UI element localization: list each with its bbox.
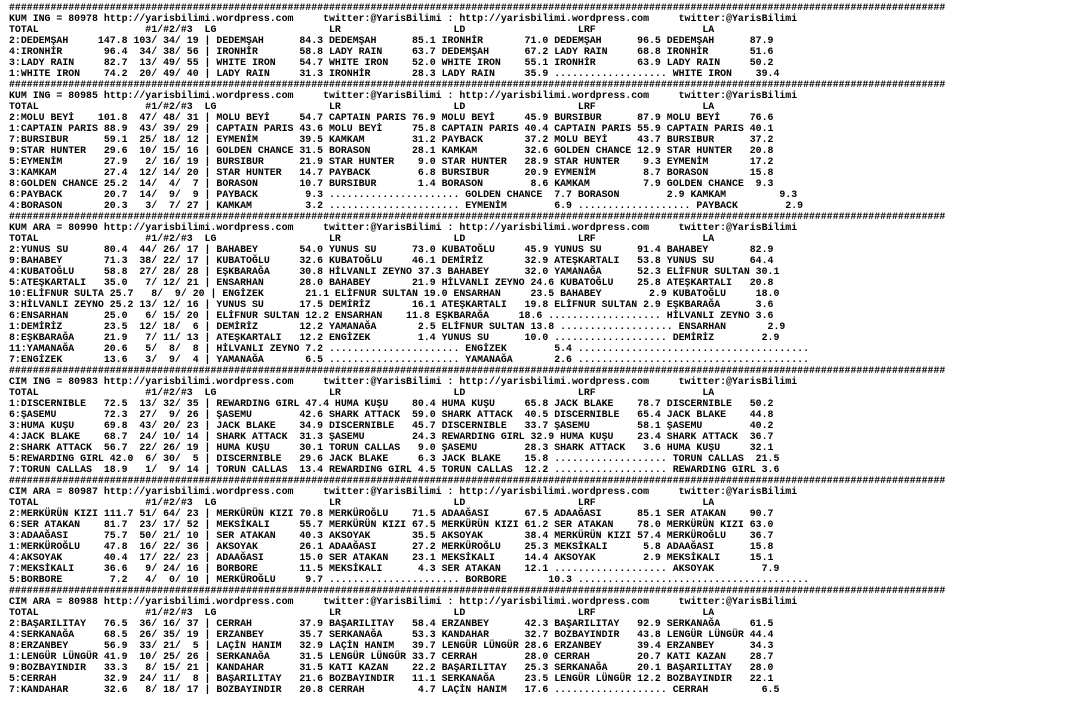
text-line: 8:GOLDEN CHANCE 25.2 14/ 4/ 7 | BORASON 10.7 BURSIBUR 1.4 BORASON 8.6 KAMKAM 7.9 GOLDEN CHANCE 9.3	[9, 178, 774, 189]
text-line: 7:BURSIBUR 59.1 25/ 18/ 12 | EYMENİM 39.5 KAMKAM 31.2 PAYBACK 37.2 MOLU BEYİ 43.7 BURSIBUR 37.2	[9, 134, 774, 145]
text-line: 9:BAHABEY 71.3 38/ 22/ 17 | KUBATOĞLU 32.6 KUBATOĞLU 46.1 DEMİRİZ 32.9 ATEŞKARTALI 53.8 YUNUS SU 64.4	[9, 255, 774, 266]
text-line: 11:YAMANAĞA 20.6 5/ 8/ 8 | HİLVANLI ZEYNO 7.2 ...................... ENGİZEK 5.4 .......................................	[9, 343, 810, 354]
text-line: 2:MOLU BEYİ 101.8 47/ 48/ 31 | MOLU BEYİ 54.7 CAPTAIN PARIS 76.9 MOLU BEYİ 45.9 BURSIBUR 87.9 MOLU BEYİ 76.6	[9, 112, 774, 123]
text-line: 4:KUBATOĞLU 58.8 27/ 28/ 28 | EŞKBARAĞA 30.8 HİLVANLI ZEYNO 37.3 BAHABEY 32.0 YAMANAĞA 52.3 ELİFNUR SULTAN 30.1	[9, 266, 780, 277]
text-line: 1:CAPTAIN PARIS 88.9 43/ 39/ 29 | CAPTAIN PARIS 43.6 MOLU BEYİ 75.8 CAPTAIN PARIS 40.4 CAPTAIN PARIS 55.9 CAPTAIN PARIS 40.1	[9, 123, 774, 134]
text-line: 9:STAR HUNTER 29.6 10/ 15/ 16 | GOLDEN CHANCE 31.5 BORASON 28.1 KAMKAM 32.6 GOLDEN CHANCE 12.9 STAR HUNTER 20.8	[9, 145, 774, 156]
text-line: TOTAL #1/#2/#3 LG LR LD LRF LA	[9, 497, 715, 508]
text-line: 7:TORUN CALLAS 18.9 1/ 9/ 14 | TORUN CALLAS 13.4 REWARDING GIRL 4.5 TORUN CALLAS 12.2 ................... REWARDING GIRL 3.6	[9, 464, 780, 475]
text-line: 3:HİLVANLI ZEYNO 25.2 13/ 12/ 16 | YUNUS SU 17.5 DEMİRİZ 16.1 ATEŞKARTALI 19.8 ELİFNUR SULTAN 2.9 EŞKBARAĞA 3.6	[9, 299, 774, 310]
text-line: 8:ERZANBEY 56.9 33/ 21/ 5 | LAÇİN HANIM 32.9 LAÇİN HANIM 39.7 LENGÜR LÜNGÜR 28.6 ERZANBEY 39.4 ERZANBEY 34.3	[9, 640, 774, 651]
text-line: 4:BORASON 20.3 3/ 7/ 27 | KAMKAM 3.2 ...................... EYMENİM 6.9 ................... PAYBACK 2.9	[9, 200, 804, 211]
text-line: TOTAL #1/#2/#3 LG LR LD LRF LA	[9, 387, 715, 398]
text-line: TOTAL #1/#2/#3 LG LR LD LRF LA	[9, 101, 715, 112]
text-line: TOTAL #1/#2/#3 LG LR LD LRF LA	[9, 607, 715, 618]
text-line: 6:ŞASEMU 72.3 27/ 9/ 26 | ŞASEMU 42.6 SHARK ATTACK 59.0 SHARK ATTACK 40.5 DISCERNIBLE 65.4 JACK BLAKE 44.8	[9, 409, 774, 420]
text-line: 4:JACK BLAKE 68.7 24/ 10/ 14 | SHARK ATTACK 31.3 ŞASEMU 24.3 REWARDING GIRL 32.9 HUMA KUŞU 23.4 SHARK ATTACK 36.7	[9, 431, 774, 442]
text-line: 6:ENSARHAN 25.0 6/ 15/ 20 | ELİFNUR SULTAN 12.2 ENSARHAN 11.8 EŞKBARAĞA 18.6 ................... HİLVANLI ZEYNO 3.6	[9, 310, 774, 321]
text-line: CIM ING = 80983 http://yarisbilimi.wordpress.com twitter:@YarisBilimi : http://yarisbilimi.wordpress.com twitter:@YarisBilimi	[9, 376, 798, 387]
text-line: KUM ARA = 80990 http://yarisbilimi.wordpress.com twitter:@YarisBilimi : http://yarisbilimi.wordpress.com twitter:@YarisBilimi	[9, 222, 798, 233]
text-line: 5:ATEŞKARTALI 35.0 7/ 12/ 21 | ENSARHAN 28.0 BAHABEY 21.9 HİLVANLI ZEYNO 24.6 KUBATOĞLU 25.8 ATEŞKARTALI 20.8	[9, 277, 774, 288]
text-line: 2:BAŞARILITAY 76.5 36/ 16/ 37 | CERRAH 37.9 BAŞARILITAY 58.4 ERZANBEY 42.3 BAŞARILITAY 92.9 SERKANAĞA 61.5	[9, 618, 774, 629]
text-line: 8:EŞKBARAĞA 21.9 7/ 11/ 13 | ATEŞKARTALI 12.2 ENGİZEK 1.4 YUNUS SU 10.0 ................... DEMİRİZ 2.9	[9, 332, 780, 343]
text-line: KUM ING = 80978 http://yarisbilimi.wordpress.com twitter:@YarisBilimi : http://yarisbilimi.wordpress.com twitter:@YarisBilimi	[9, 13, 798, 24]
text-line: 10:ELİFNUR SULTA 25.7 8/ 9/ 20 | ENGİZEK 21.1 ELİFNUR SULTAN 19.0 ENSARHAN 23.5 BAHABEY 2.9 KUBATOĞLU 18.0	[9, 288, 780, 299]
text-line: 5:CERRAH 32.9 24/ 11/ 8 | BAŞARILITAY 21.6 BOZBAYINDIR 11.1 SERKANAĞA 23.5 LENGÜR LÜNGÜR 12.2 BOZBAYINDIR 22.1	[9, 673, 774, 684]
text-line: 5:REWARDING GIRL 42.0 6/ 30/ 5 | DISCERNIBLE 29.6 JACK BLAKE 6.3 JACK BLAKE 15.8 ................... TORUN CALLAS 21.5	[9, 453, 780, 464]
separator-line: ##############################################################################################################################################################	[9, 365, 946, 376]
text-line: 9:BOZBAYINDIR 33.3 8/ 15/ 21 | KANDAHAR 31.5 KATI KAZAN 22.2 BAŞARILITAY 25.3 SERKANAĞA 20.1 BAŞARILITAY 28.0	[9, 662, 774, 673]
text-line: 5:EYMENİM 27.9 2/ 16/ 19 | BURSIBUR 21.9 STAR HUNTER 9.0 STAR HUNTER 28.9 STAR HUNTER 9.3 EYMENİM 17.2	[9, 156, 774, 167]
text-line: 6:SER ATAKAN 81.7 23/ 17/ 52 | MEKSİKALI 55.7 MERKÜRÜN KIZI 67.5 MERKÜRÜN KIZI 61.2 SER ATAKAN 78.0 MERKÜRÜN KIZI 63.0	[9, 519, 774, 530]
text-line: 6:PAYBACK 20.7 14/ 9/ 9 | PAYBACK 9.3 ...................... GOLDEN CHANCE 7.7 BORASON 2.9 KAMKAM 9.3	[9, 189, 798, 200]
separator-line: ##############################################################################################################################################################	[9, 79, 946, 90]
text-line: 7:KANDAHAR 32.6 8/ 18/ 17 | BOZBAYINDIR 20.8 CERRAH 4.7 LAÇİN HANIM 17.6 ................... CERRAH 6.5	[9, 684, 780, 695]
text-line: 1:DISCERNIBLE 72.5 13/ 32/ 35 | REWARDING GIRL 47.4 HUMA KUŞU 80.4 HUMA KUŞU 65.8 JACK BLAKE 78.7 DISCERNIBLE 50.2	[9, 398, 774, 409]
text-line: 1:LENGÜR LÜNGÜR 41.9 10/ 25/ 26 | SERKANAĞA 31.5 LENGÜR LÜNGÜR 33.7 CERRAH 28.0 CERRAH 20.7 KATI KAZAN 28.7	[9, 651, 774, 662]
text-line: 3:ADAAĞASI 75.7 50/ 21/ 10 | SER ATAKAN 40.3 AKSOYAK 35.5 AKSOYAK 38.4 MERKÜRÜN KIZI 57.4 MERKÜROĞLU 36.7	[9, 530, 774, 541]
separator-line: ##############################################################################################################################################################	[9, 585, 946, 596]
text-line: 2:YUNUS SU 80.4 44/ 26/ 17 | BAHABEY 54.0 YUNUS SU 73.0 KUBATOĞLU 45.9 YUNUS SU 91.4 BAHABEY 82.9	[9, 244, 774, 255]
text-line: 1:WHITE IRON 74.2 20/ 49/ 40 | LADY RAIN 31.3 IRONHİR 28.3 LADY RAIN 35.9 ................... WHITE IRON 39.4	[9, 68, 780, 79]
text-line: TOTAL #1/#2/#3 LG LR LD LRF LA	[9, 233, 715, 244]
text-line: 3:KAMKAM 27.4 12/ 14/ 20 | STAR HUNTER 14.7 PAYBACK 6.8 BURSIBUR 20.9 EYMENİM 8.7 BORASON 15.8	[9, 167, 774, 178]
text-line: 4:IRONHİR 96.4 34/ 38/ 56 | IRONHİR 58.8 LADY RAIN 63.7 DEDEMŞAH 67.2 LADY RAIN 68.8 IRONHİR 51.6	[9, 46, 774, 57]
text-line: 4:SERKANAĞA 68.5 26/ 35/ 19 | ERZANBEY 35.7 SERKANAĞA 53.3 KANDAHAR 32.7 BOZBAYINDIR 43.8 LENGÜR LÜNGÜR 44.4	[9, 629, 774, 640]
text-line: 2:SHARK ATTACK 56.7 22/ 26/ 19 | HUMA KUŞU 30.1 TORUN CALLAS 9.0 ŞASEMU 28.3 SHARK ATTACK 3.6 HUMA KUŞU 32.1	[9, 442, 774, 453]
separator-line: ##############################################################################################################################################################	[9, 211, 946, 222]
text-line: 7:MEKSİKALI 36.6 9/ 24/ 16 | BORBORE 11.5 MEKSİKALI 4.3 SER ATAKAN 12.1 ................... AKSOYAK 7.9	[9, 563, 780, 574]
text-line: 7:ENGİZEK 13.6 3/ 9/ 4 | YAMANAĞA 6.5 ...................... YAMANAĞA 2.6 .......................................	[9, 354, 810, 365]
text-line: 4:AKSOYAK 40.4 17/ 22/ 23 | ADAAĞASI 15.0 SER ATAKAN 23.1 MEKSİKALI 14.4 AKSOYAK 2.9 MEKSİKALI 15.1	[9, 552, 774, 563]
text-line: 3:LADY RAIN 82.7 13/ 49/ 55 | WHITE IRON 54.7 WHITE IRON 52.0 WHITE IRON 55.1 IRONHİR 63.9 LADY RAIN 50.2	[9, 57, 774, 68]
text-line: CIM ARA = 80987 http://yarisbilimi.wordpress.com twitter:@YarisBilimi : http://yarisbilimi.wordpress.com twitter:@YarisBilimi	[9, 486, 798, 497]
text-line: TOTAL #1/#2/#3 LG LR LD LRF LA	[9, 24, 715, 35]
separator-line: ##############################################################################################################################################################	[9, 475, 946, 486]
text-line: 5:BORBORE 7.2 4/ 0/ 10 | MERKÜROĞLU 9.7 ...................... BORBORE 10.3 .......................................	[9, 574, 810, 585]
text-line: 1:MERKÜROĞLU 47.8 16/ 22/ 36 | AKSOYAK 26.1 ADAAĞASI 27.2 MERKÜROĞLU 25.3 MEKSİKALI 5.8 ADAAĞASI 15.8	[9, 541, 774, 552]
text-line: 2:MERKÜRÜN KIZI 111.7 51/ 64/ 23 | MERKÜRÜN KIZI 70.8 MERKÜROĞLU 71.5 ADAAĞASI 67.5 ADAAĞASI 85.1 SER ATAKAN 90.7	[9, 508, 774, 519]
text-line: CIM ARA = 80988 http://yarisbilimi.wordpress.com twitter:@YarisBilimi : http://yarisbilimi.wordpress.com twitter:@YarisBilimi	[9, 596, 798, 607]
text-line: 1:DEMİRİZ 23.5 12/ 18/ 6 | DEMİRİZ 12.2 YAMANAĞA 2.5 ELİFNUR SULTAN 13.8 ................... ENSARHAN 2.9	[9, 321, 786, 332]
text-line: 2:DEDEMŞAH 147.8 103/ 34/ 19 | DEDEMŞAH 84.3 DEDEMŞAH 85.1 IRONHİR 71.0 DEDEMŞAH 96.5 DEDEMŞAH 87.9	[9, 35, 774, 46]
separator-line: ##############################################################################################################################################################	[9, 2, 946, 13]
text-line: 3:HUMA KUŞU 69.8 43/ 20/ 23 | JACK BLAKE 34.9 DISCERNIBLE 45.7 DISCERNIBLE 33.7 ŞASEMU 58.1 ŞASEMU 40.2	[9, 420, 774, 431]
text-line: KUM ING = 80985 http://yarisbilimi.wordpress.com twitter:@YarisBilimi : http://yarisbilimi.wordpress.com twitter:@YarisBilimi	[9, 90, 798, 101]
